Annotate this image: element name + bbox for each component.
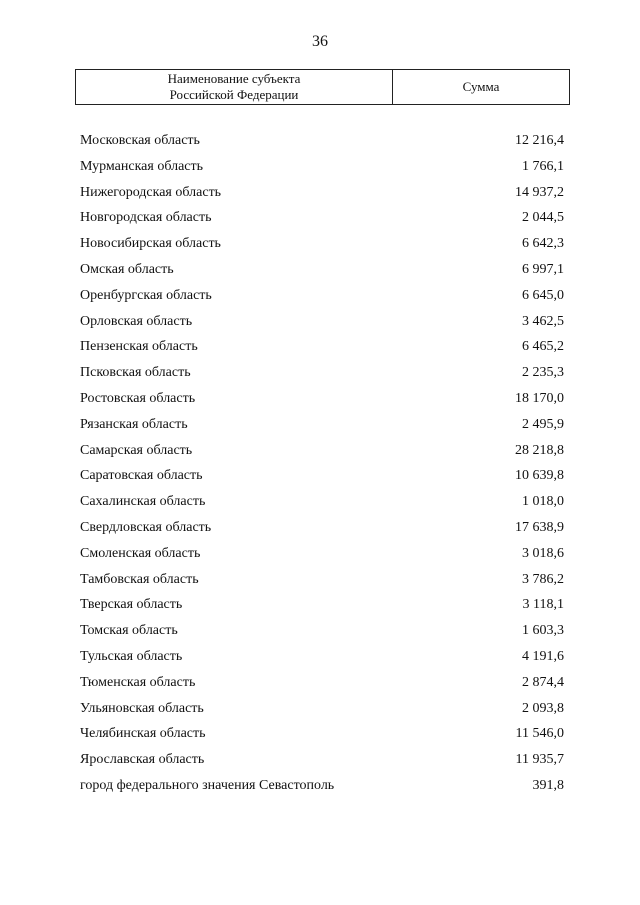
region-sum: 1 018,0 xyxy=(522,494,564,510)
region-name: Тюменская область xyxy=(80,674,196,690)
region-name: Омская область xyxy=(80,261,174,277)
region-sum: 3 786,2 xyxy=(522,571,564,587)
table-row xyxy=(80,699,564,725)
region-sum: 6 642,3 xyxy=(522,236,564,252)
region-name: город федерального значения Севастополь xyxy=(80,777,335,793)
region-name: Ростовская область xyxy=(80,390,196,406)
region-sum: 28 218,8 xyxy=(515,442,564,458)
region-name: Смоленская область xyxy=(80,545,201,561)
region-name: Ульяновская область xyxy=(80,700,204,716)
table-row xyxy=(80,260,564,286)
region-name: Оренбургская область xyxy=(80,287,212,303)
table-row xyxy=(80,750,564,776)
region-sum: 18 170,0 xyxy=(515,390,564,406)
table-row xyxy=(80,621,564,647)
table-row xyxy=(80,595,564,621)
region-name: Челябинская область xyxy=(80,726,206,742)
table-row xyxy=(80,492,564,518)
region-sum: 12 216,4 xyxy=(515,133,564,148)
region-name: Тамбовская область xyxy=(80,571,199,587)
region-name: Томская область xyxy=(80,623,178,639)
table-row xyxy=(80,466,564,492)
region-sum: 11 546,0 xyxy=(515,726,564,742)
region-name: Самарская область xyxy=(80,442,193,458)
region-name: Псковская область xyxy=(80,365,191,381)
region-sum: 2 495,9 xyxy=(522,416,564,432)
region-sum: 4 191,6 xyxy=(522,648,564,664)
region-name: Саратовская область xyxy=(80,468,203,484)
table-row xyxy=(80,208,564,234)
table-row xyxy=(80,673,564,699)
region-sum: 2 093,8 xyxy=(522,700,564,716)
table-row xyxy=(80,337,564,363)
region-sum: 3 462,5 xyxy=(522,313,564,329)
region-sum: 391,8 xyxy=(532,777,564,793)
region-name: Нижегородская область xyxy=(80,184,222,200)
region-sum: 14 937,2 xyxy=(515,184,564,200)
region-name: Орловская область xyxy=(80,313,193,329)
region-name: Рязанская область xyxy=(80,416,188,432)
region-name: Московская область xyxy=(80,133,200,148)
region-sum: 11 935,7 xyxy=(515,752,564,768)
region-sum: 1 766,1 xyxy=(522,158,564,174)
table-row xyxy=(80,441,564,467)
table-row xyxy=(80,363,564,389)
region-sum: 3 018,6 xyxy=(522,545,564,561)
table-row xyxy=(80,131,564,157)
header-sum: Сумма xyxy=(462,78,500,94)
region-sum: 10 639,8 xyxy=(515,468,564,484)
region-name: Свердловская область xyxy=(80,519,212,535)
table-row xyxy=(80,518,564,544)
region-name: Новгородская область xyxy=(80,210,212,226)
table-row xyxy=(80,312,564,338)
region-sum: 6 465,2 xyxy=(522,339,564,355)
region-name: Мурманская область xyxy=(80,158,204,174)
region-name: Сахалинская область xyxy=(80,494,206,510)
table-row xyxy=(80,157,564,183)
table-row xyxy=(80,234,564,260)
table-row xyxy=(80,647,564,673)
region-name: Ярославская область xyxy=(80,752,205,768)
region-name: Новосибирская область xyxy=(80,236,221,252)
region-name: Тверская область xyxy=(80,597,183,613)
region-sum: 17 638,9 xyxy=(515,519,564,535)
region-sum: 3 118,1 xyxy=(522,597,564,613)
table-row xyxy=(80,183,564,209)
region-sum: 6 997,1 xyxy=(522,261,564,277)
header-region-name: Наименование субъекта Российской Федерации xyxy=(76,69,393,104)
table-row xyxy=(80,570,564,596)
table-header xyxy=(75,69,570,105)
table-row xyxy=(80,389,564,415)
region-sum: 1 603,3 xyxy=(522,623,564,639)
region-sum: 2 044,5 xyxy=(522,210,564,226)
region-sum: 2 874,4 xyxy=(522,674,564,690)
region-name: Пензенская область xyxy=(80,339,198,355)
page-number: 36 xyxy=(312,33,328,50)
table-body xyxy=(80,131,564,802)
table-row xyxy=(80,286,564,312)
region-sum: 6 645,0 xyxy=(522,287,564,303)
region-sum: 2 235,3 xyxy=(522,365,564,381)
region-name: Тульская область xyxy=(80,648,183,664)
table-row xyxy=(80,776,564,802)
table-row xyxy=(80,724,564,750)
table-row xyxy=(80,415,564,441)
table-row xyxy=(80,544,564,570)
